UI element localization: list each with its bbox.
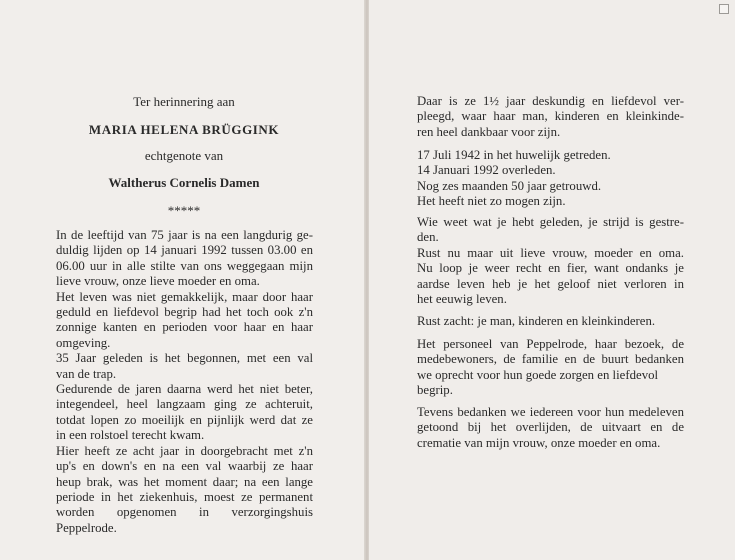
text-line: geduld en liefdevol begrip had het toch ook z'n <box>56 305 313 320</box>
text-line: 06.00 uur in alle stilte van ons weggegaan mijn <box>56 258 313 273</box>
text-line: getoond bij het overlijden, de uitvaart en de <box>417 420 684 435</box>
corner-mark <box>719 4 729 14</box>
right-paragraph-1 <box>417 94 684 140</box>
text-line: Nu loop je weer recht en fier, want ondanks je <box>417 261 684 276</box>
text-line: zonnige kanten en perioden voor haar en haar <box>56 320 313 335</box>
text-line: pleegd, waar haar man, kinderen en kleinkinde- <box>417 109 684 124</box>
left-paragraph-1 <box>56 228 313 536</box>
spouse-name: Waltherus Cornelis Damen <box>108 175 260 190</box>
text-line: up's en down's en na een val waarbij ze haar <box>56 459 313 474</box>
text-line: we oprecht voor hun goede zorgen en liefdevol <box>417 367 659 382</box>
text-line: integendeel, heel langzaam ging ze achteruit, <box>56 397 313 412</box>
text-line: heup brak, was het moment daar; na een lange <box>56 474 313 489</box>
text-line: Hier heeft ze acht jaar in doorgebracht met z'n <box>56 443 313 458</box>
text-line: den. <box>417 230 439 245</box>
right-paragraph-5 <box>417 314 684 329</box>
right-paragraph-6 <box>417 337 684 399</box>
right-paragraph-7 <box>417 405 684 451</box>
right-paragraph-3 <box>417 215 684 307</box>
text-line: begrip. <box>417 383 453 398</box>
text-line: Het heeft niet zo mogen zijn. <box>417 194 566 209</box>
text-line: ren heel dankbaar voor zijn. <box>417 124 561 139</box>
text-line: worden opgenomen in verzorgingshuis Peppelrode. <box>56 505 313 535</box>
separator-stars: ***** <box>167 203 201 218</box>
right-paragraph-2 <box>417 148 684 210</box>
text-line: medebewoners, de familie en de buurt bedanken <box>417 352 684 367</box>
text-line: lieve vrouw, onze lieve moeder en oma. <box>56 274 260 289</box>
text-line: Wie weet wat je hebt geleden, je strijd is gestre- <box>417 215 684 229</box>
text-line: Gedurende de jaren daarna werd het niet beter, <box>56 382 313 397</box>
intro-text: Ter herinnering aan <box>133 94 235 109</box>
text-line: het eeuwig leven. <box>417 292 507 307</box>
text-line: periode in het ziekenhuis, moest ze permanent <box>56 489 313 504</box>
text-line: duldig lijden op 14 januari 1992 tussen 03.00 en <box>56 243 313 258</box>
text-line: Het personeel van Peppelrode, haar bezoek, de <box>417 337 684 351</box>
deceased-name: MARIA HELENA BRÜGGINK <box>88 122 280 137</box>
left-page <box>0 0 365 560</box>
text-line: crematie van mijn vrouw, onze moeder en oma. <box>417 435 661 450</box>
text-line: aardse leven heb je het geloof niet verloren in <box>417 276 684 291</box>
relation-text: echtgenote van <box>144 148 224 163</box>
text-line: van de trap. <box>56 366 117 381</box>
text-line: Rust zacht: je man, kinderen en kleinkinderen. <box>417 314 656 328</box>
text-line: 14 Januari 1992 overleden. <box>417 163 556 178</box>
text-line: 17 Juli 1942 in het huwelijk getreden. <box>417 148 611 162</box>
text-line: omgeving. <box>56 335 111 350</box>
text-line: Daar is ze 1½ jaar deskundig en liefdevol ver- <box>417 94 684 108</box>
text-line: Tevens bedanken we iedereen voor hun medeleven <box>417 405 684 419</box>
text-line: Rust nu maar uit lieve vrouw, moeder en oma. <box>417 245 684 260</box>
text-line: in een rolstoel terecht kwam. <box>56 428 205 443</box>
text-line: totdat lopen zo moeilijk en pijnlijk werd dat ze <box>56 412 313 427</box>
text-line: 35 Jaar geleden is het begonnen, met een val <box>56 351 313 366</box>
text-line: Nog zes maanden 50 jaar getrouwd. <box>417 178 602 193</box>
text-line: In de leeftijd van 75 jaar is na een langdurig ge- <box>56 228 313 242</box>
text-line: Het leven was niet gemakkelijk, maar door haar <box>56 289 313 304</box>
